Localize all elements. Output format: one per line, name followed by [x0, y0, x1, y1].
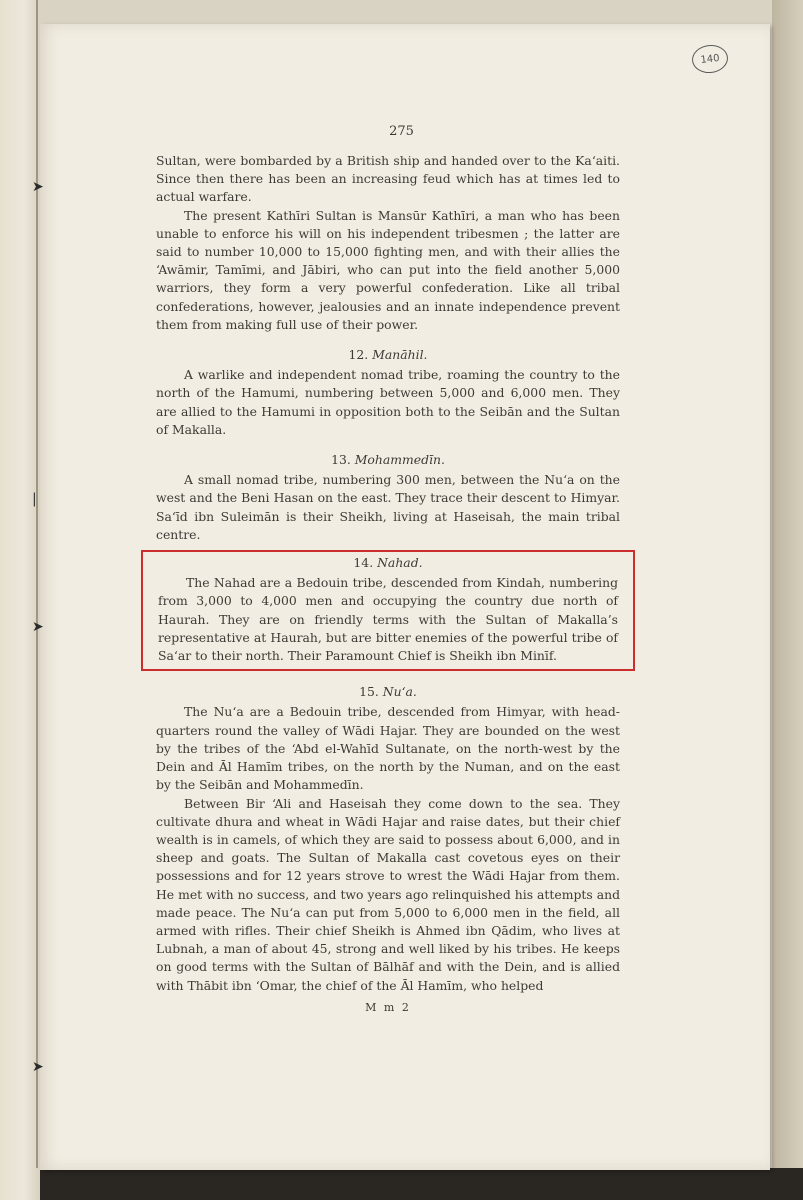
margin-arrow-mark: ➤: [32, 619, 44, 635]
margin-arrow-mark: ➤: [32, 179, 44, 195]
section-title: Nu‘a.: [382, 684, 417, 700]
page-body: [156, 152, 620, 1017]
section-heading-13: [156, 451, 620, 469]
intro-paragraph: Sultan, were bombarded by a British ship and handed over to the Ka‘aiti. Since then there has been an increasing feud which has at times led to actual warfare.: [156, 153, 620, 205]
section-number: 13.: [331, 452, 351, 468]
section-heading-14: [158, 554, 618, 572]
section-paragraph: A small nomad tribe, numbering 300 men, between the Nu‘a on the west and the Beni Hasan on the east. They trace their descent to Himyar. Sa‘īd ibn Suleimān is their Sheikh, living at Haseisah, the main tribal centre.: [156, 472, 620, 542]
scan-backdrop-bottom: [0, 1168, 803, 1200]
section-heading-15: [156, 683, 620, 701]
binding-line: [36, 0, 38, 1168]
folio-number-stamp: 140: [691, 43, 730, 75]
section-heading-12: [156, 346, 620, 364]
section-title: Manāhil.: [372, 347, 428, 363]
section-paragraph: The Nahad are a Bedouin tribe, descended from Kindah, numbering from 3,000 to 4,000 men and occupying the country due north of Haurah. They are on friendly terms with the Sultan of Makalla’s representative at Haurah, but are bitter enemies of the powerful tribe of Sa‘ar to their north. Their Paramount Chief is Sheikh ibn Minīf.: [158, 575, 618, 664]
section-paragraph: A warlike and independent nomad tribe, roaming the country to the north of the Hamumi, numbering between 5,000 and 6,000 men. They are allied to the Hamumi in opposition both to the Seibān and the Sultan of Makalla.: [156, 367, 620, 437]
section-number: 14.: [353, 555, 374, 571]
section-title: Mohammedīn.: [354, 452, 445, 468]
section-paragraph: The Nu‘a are a Bedouin tribe, descended from Himyar, with head-quarters round the valley of Wādi Hajar. They are bounded on the west by the tribes of the ‘Abd el-Wahīd Sultanate, on the north-west by the Dein and Āl Hamīm tribes, on the north by the Numan, and on the east by the Seibān and Mohammedīn.: [156, 704, 620, 793]
margin-tick-mark: |: [32, 491, 37, 507]
section-paragraph: Between Bir ‘Ali and Haseisah they come down to the sea. They cultivate dhura and wheat in Wādi Hajar and raise dates, but their chief wealth is in camels, of which they are said to possess about 6,000, and in sheep and goats. The Sultan of Makalla cast covetous eyes on their possessions and for 12 years strove to wrest the Wādi Hajar from them. He met with no success, and two years ago relinquished his attempts and made peace. The Nu‘a can put from 5,000 to 6,000 men in the field, all armed with rifles. Their chief Sheikh is Ahmed ibn Qādim, who lives at Lubnah, a man of about 45, strong and well liked by his tribes. He keeps on good terms with the Sultan of Bālhāf and with the Dein, and is allied with Thābit ibn ‘Omar, the chief of the Āl Hamīm, who helped: [156, 795, 620, 993]
highlighted-section-box: [141, 550, 635, 671]
section-number: 12.: [348, 347, 369, 363]
section-number: 15.: [359, 684, 379, 700]
margin-arrow-mark: ➤: [32, 1059, 44, 1075]
intro-paragraph: The present Kathīri Sultan is Mansūr Kathīri, a man who has been unable to enforce his will on his independent tribesmen ; the latter are said to number 10,000 to 15,000 fighting men, and with their allies the ‘Awāmir, Tamīmi, and Jābiri, who can put into the field another 5,000 warriors, they form a very powerful confederation. Like all tribal confederations, however, jealousies and an innate independence prevent them from making full use of their power.: [156, 207, 620, 332]
scan-backdrop-right: [772, 0, 803, 1200]
signature-mark: M m 2: [365, 1000, 411, 1014]
section-title: Nahad.: [377, 555, 423, 571]
page-number: 275: [389, 124, 414, 139]
